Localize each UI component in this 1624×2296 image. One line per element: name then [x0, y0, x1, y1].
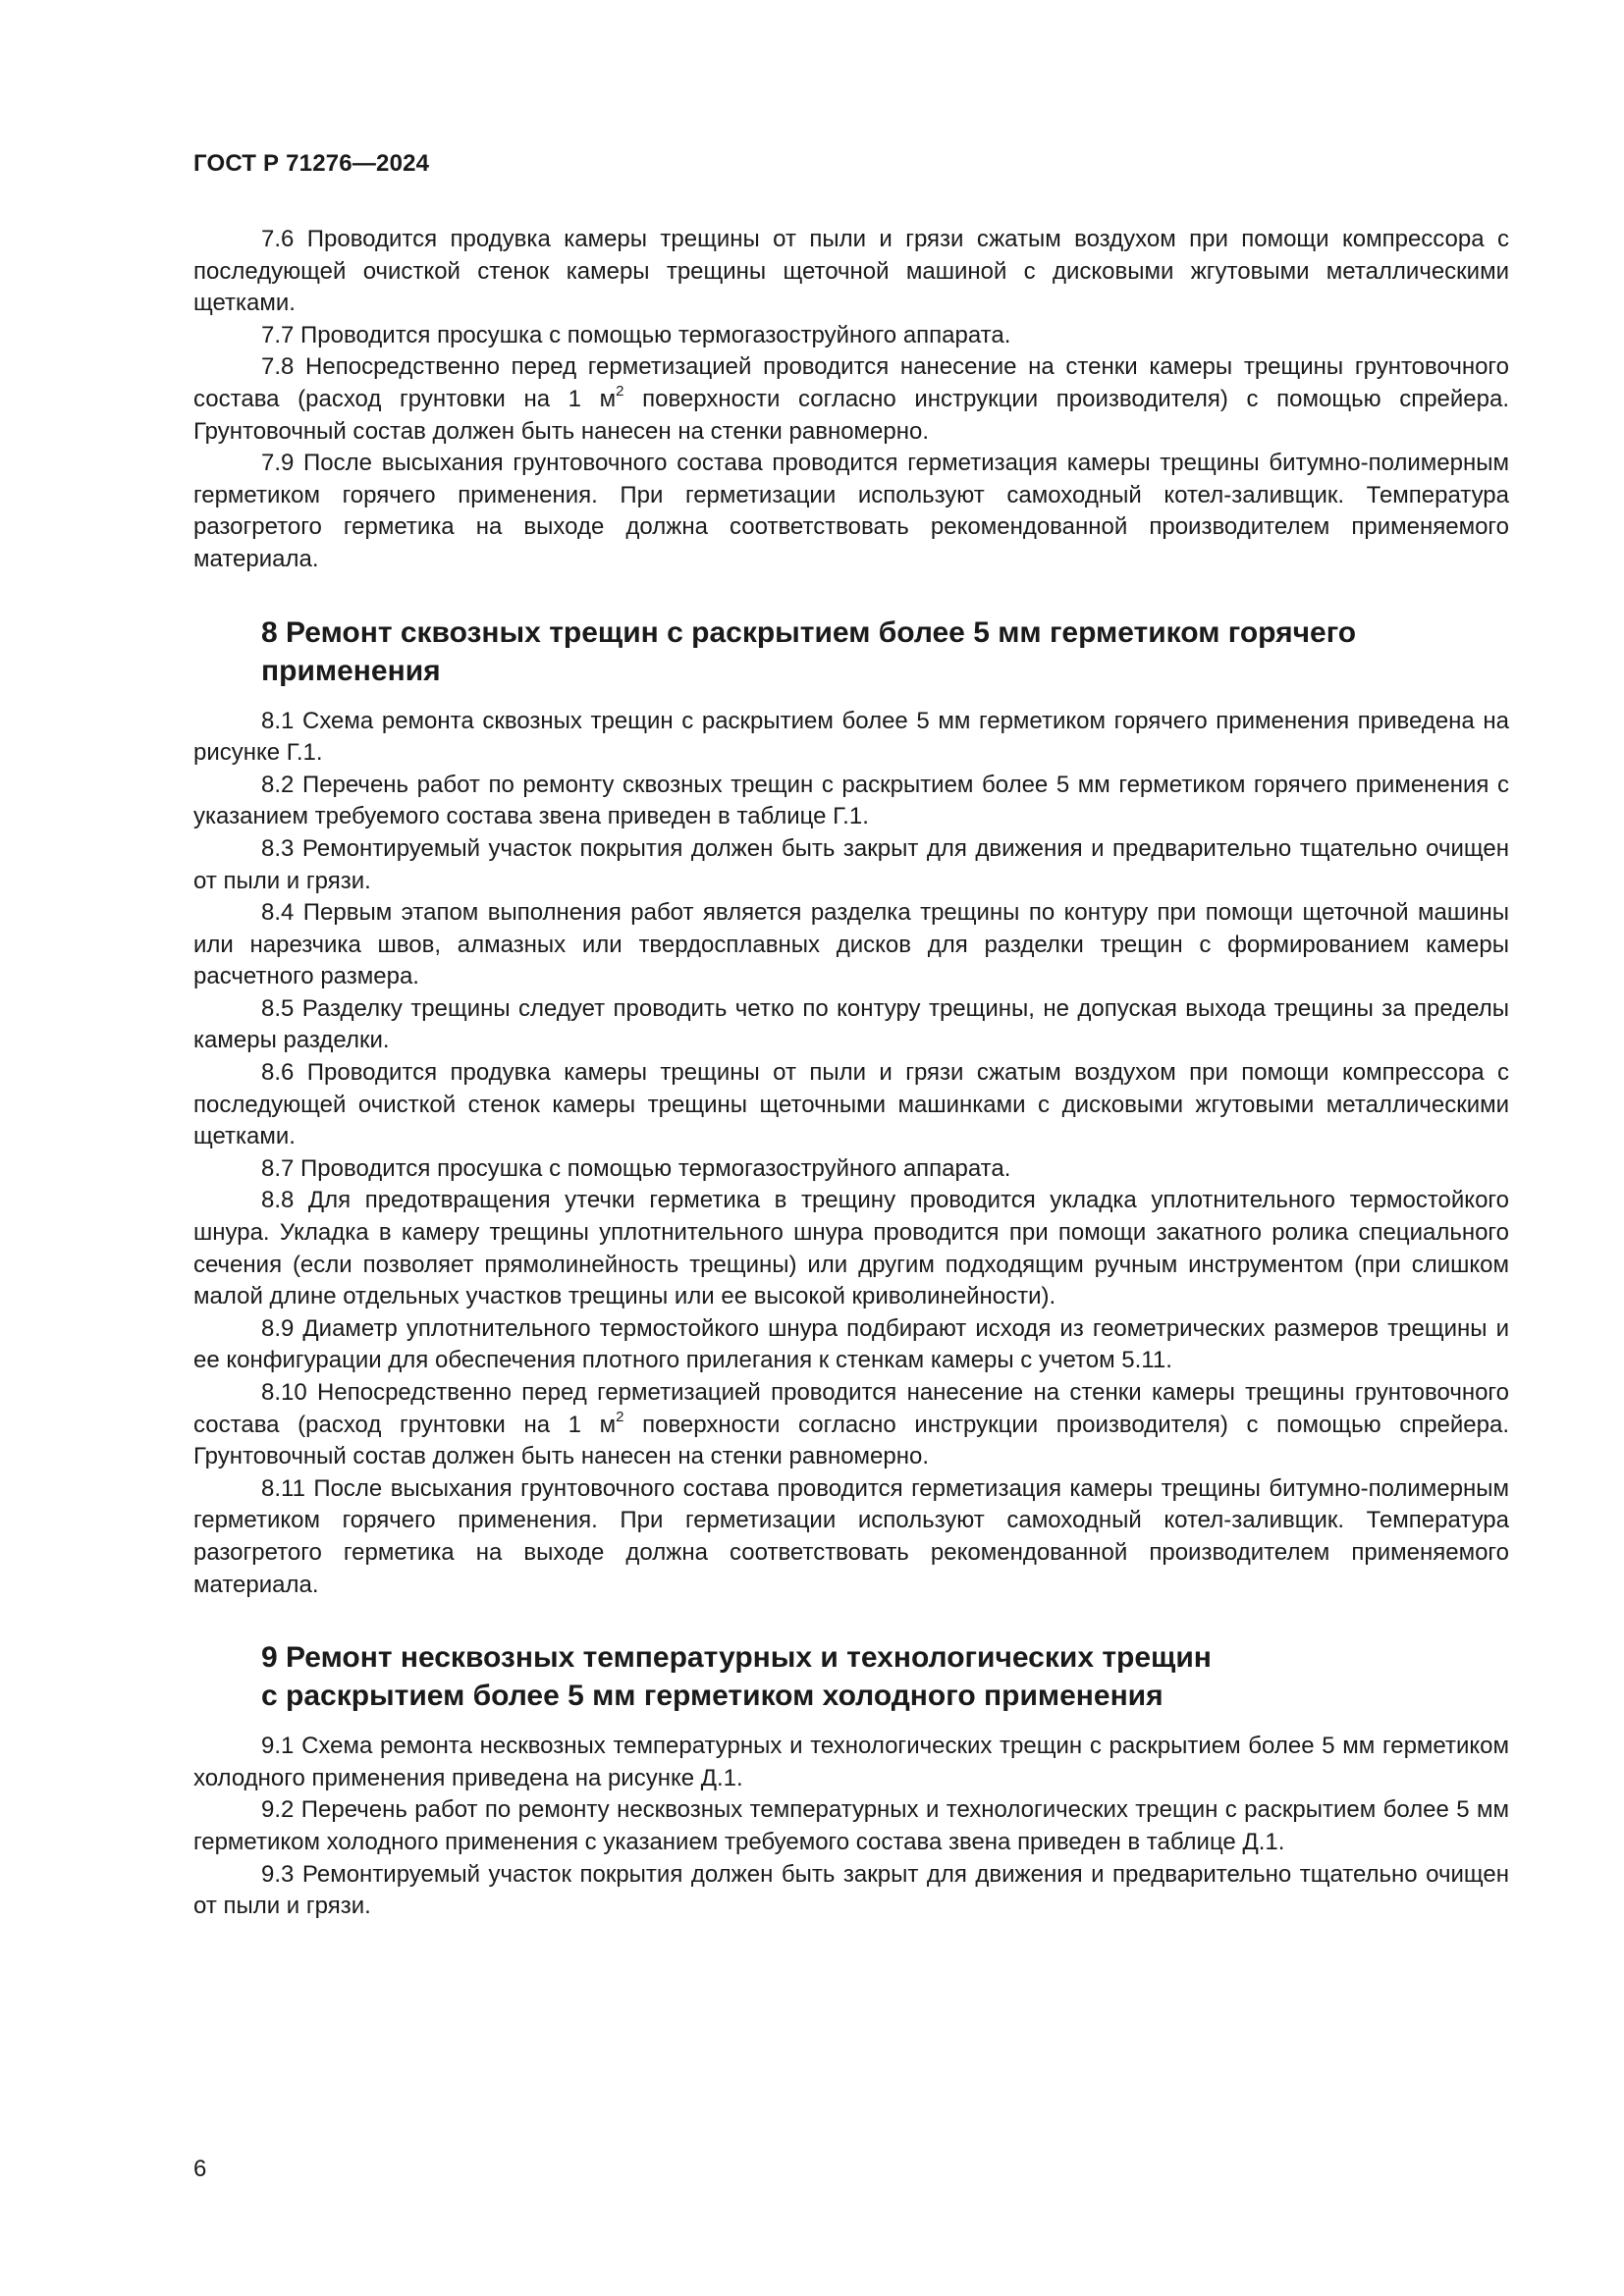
- paragraph-7-6: 7.6 Проводится продувка камеры трещины от пыли и грязи сжатым воздухом при помощи компрессора с последующей очисткой стенок камеры трещины щеточной машиной с дисковыми жгутовыми металлическими щетками.: [193, 226, 1509, 317]
- section-9-heading: [193, 1638, 1509, 1715]
- paragraph-9-1: 9.1 Схема ремонта несквозных температурных и технологических трещин с раскрытием более 5 мм герметиком холодного применения приведена на рисунке Д.1.: [193, 1733, 1509, 1791]
- paragraph-7-8: 7.8 Непосредственно перед герметизацией проводится нанесение на стенки камеры трещины грунтовочного состава (расход грунтовки на 1 $м^2$ поверхности согласно инструкции производителя) с помощью спрейера. Грунтовочный состав должен быть нанесен на стенки равномерно.: [193, 353, 1510, 445]
- paragraph-8-5: 8.5 Разделку трещины следует проводить четко по контуру трещины, не допуская выхода трещины за пределы камеры разделки.: [193, 994, 1509, 1054]
- paragraph-8-7: 8.7 Проводится просушка с помощью термогазоструйного аппарата.: [261, 1154, 1011, 1182]
- paragraph-8-6: 8.6 Проводится продувка камеры трещины от пыли и грязи сжатым воздухом при помощи компрессора с последующей очисткой стенок камеры трещины щеточными машинками с дисковыми жгутовыми металлическими щетками.: [193, 1059, 1509, 1150]
- paragraph-7-7: 7.7 Проводится просушка с помощью термогазоструйного аппарата.: [261, 321, 1011, 348]
- section-8-heading: 8 Ремонт сквозных трещин с раскрытием более 5 мм герметиком горячего применения: [261, 615, 1357, 687]
- paragraph-8-1: 8.1 Схема ремонта сквозных трещин с раскрытием более 5 мм герметиком горячего применения приведена на рисунке Г.1.: [193, 707, 1509, 767]
- document-header: ГОСТ Р 71276—2024: [193, 150, 430, 177]
- paragraph-8-3: 8.3 Ремонтируемый участок покрытия должен быть закрыт для движения и предварительно тщательно очищен от пыли и грязи.: [193, 834, 1509, 894]
- page-number: 6: [193, 2156, 207, 2182]
- paragraph-8-2: 8.2 Перечень работ по ремонту сквозных трещин с раскрытием более 5 мм герметиком горячего применения с указанием требуемого состава звена приведен в таблице Г.1.: [193, 771, 1509, 830]
- paragraph-8-8: 8.8 Для предотвращения утечки герметика в трещину проводится укладка уплотнительного термостойкого шнура. Укладка в камеру трещины уплотнительного шнура проводится при помощи закатного ролика специального сечения (если позволяет прямолинейность трещины) или другим подходящим ручным инструментом (при слишком малой длине отдельных участков трещины или ее высокой криволинейности).: [193, 1187, 1509, 1310]
- paragraph-9-3: 9.3 Ремонтируемый участок покрытия должен быть закрыт для движения и предварительно тщательно очищен от пыли и грязи.: [193, 1860, 1509, 1920]
- paragraph-8-4: 8.4 Первым этапом выполнения работ является разделка трещины по контуру при помощи щеточной машины или нарезчика швов, алмазных или твердосплавных дисков для разделки трещин с формированием камеры расчетного размера.: [193, 899, 1509, 990]
- paragraph-8-11: 8.11 После высыхания грунтовочного состава проводится герметизация камеры трещины битумно-полимерным герметиком горячего применения. При герметизации используют самоходный котел-заливщик. Температура разогретого герметика на выходе должна соответствовать рекомендованной производителем применяемого материала.: [193, 1474, 1509, 1598]
- paragraph-7-9: 7.9 После высыхания грунтовочного состава проводится герметизация камеры трещины битумно-полимерным герметиком горячего применения. При герметизации используют самоходный котел-заливщик. Температура разогретого герметика на выходе должна соответствовать рекомендованной производителем применяемого материала.: [193, 450, 1509, 572]
- section-9-heading-line1: 9 Ремонт несквозных температурных и технологических трещин: [261, 1641, 1212, 1675]
- paragraph-8-9: 8.9 Диаметр уплотнительного термостойкого шнура подбирают исходя из геометрических размеров трещины и ее конфигурации для обеспечения плотного прилегания к стенкам камеры с учетом 5.11.: [193, 1314, 1509, 1374]
- paragraph-9-2: 9.2 Перечень работ по ремонту несквозных температурных и технологических трещин с раскрытием более 5 мм герметиком холодного применения с указанием требуемого состава звена приведен в таблице Д.1.: [193, 1796, 1509, 1855]
- paragraph-8-10: 8.10 Непосредственно перед герметизацией проводится нанесение на стенки камеры трещины грунтовочного состава (расход грунтовки на 1 $м^2$ поверхности согласно инструкции производителя) с помощью спрейера. Грунтовочный состав должен быть нанесен на стенки равномерно.: [193, 1379, 1510, 1470]
- section-9-heading-line2: с раскрытием более 5 мм герметиком холодного применения: [261, 1680, 1164, 1713]
- document-body: [193, 224, 1509, 1923]
